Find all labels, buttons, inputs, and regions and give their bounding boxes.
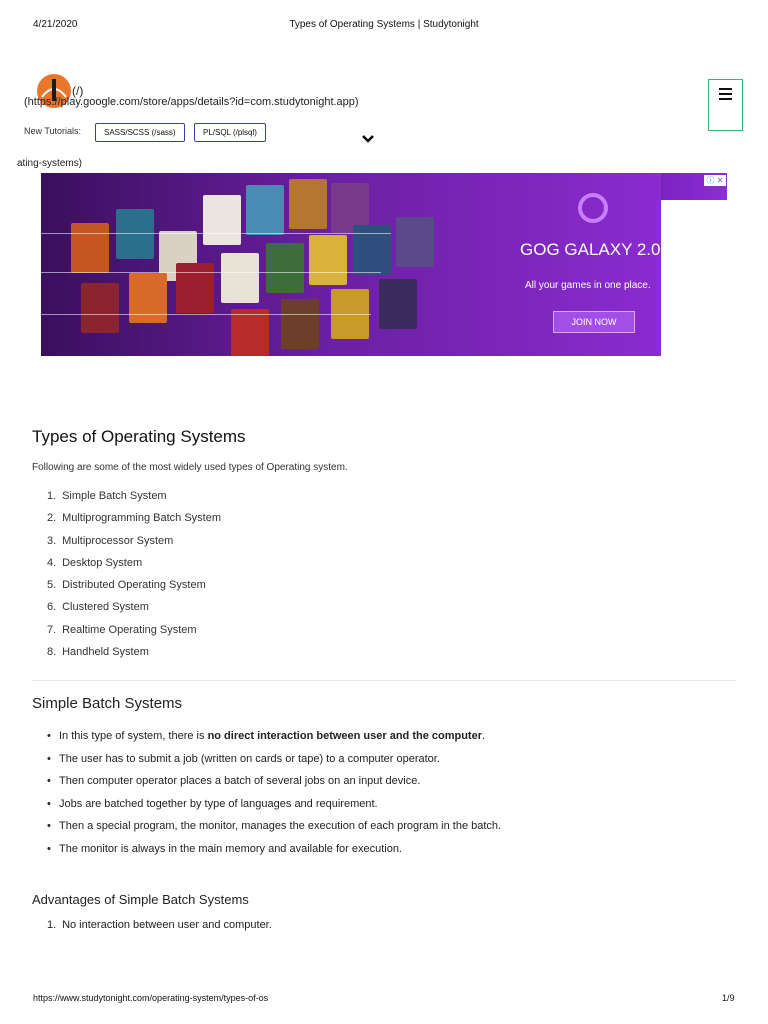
ad-stripe	[41, 233, 391, 234]
new-tutorials-label: New Tutorials:	[24, 126, 82, 136]
list-item: 8. Handheld System	[47, 646, 149, 659]
game-cover	[379, 279, 417, 329]
ad-headline: GOG GALAXY 2.0	[520, 240, 661, 259]
game-cover	[246, 185, 284, 235]
advantages-heading: Advantages of Simple Batch Systems	[32, 892, 249, 907]
tutorial-button-plsql[interactable]: PL/SQL (/plsql)	[194, 123, 266, 142]
simple-batch-bullets	[47, 729, 501, 864]
game-cover	[71, 223, 109, 273]
list-item: • In this type of system, there is no direct interaction between user and the computer.	[47, 730, 486, 742]
list-item: • Then computer operator places a batch of several jobs on an input device.	[47, 775, 421, 787]
list-item: • The monitor is always in the main memory and available for execution.	[47, 842, 402, 855]
list-item: 2. Multiprogramming Batch System	[47, 512, 222, 525]
ad-white-area	[661, 200, 727, 356]
list-item: • Jobs are batched together by type of languages and requirement.	[47, 797, 378, 810]
menu-button[interactable]	[708, 79, 743, 131]
game-cover	[309, 235, 347, 285]
chevron-down-icon[interactable]	[361, 131, 375, 141]
game-cover	[116, 209, 154, 259]
game-cover	[289, 179, 327, 229]
ad-join-now-button[interactable]: JOIN NOW	[553, 311, 635, 333]
hamburger-icon	[719, 88, 732, 103]
print-date: 4/21/2020	[33, 19, 78, 30]
ad-stripe	[41, 272, 381, 273]
truncated-breadcrumb-link[interactable]: ating-systems)	[17, 158, 83, 169]
ad-stripe	[41, 314, 371, 315]
tutorial-button-sass[interactable]: SASS/SCSS (/sass)	[95, 123, 185, 142]
list-item: 6. Clustered System	[47, 601, 149, 614]
print-page-number: 1/9	[722, 993, 735, 1003]
print-footer-url: https://www.studytonight.com/operating-system/types-of-os	[33, 993, 269, 1003]
ad-subtext: All your games in one place.	[525, 280, 651, 291]
list-item: 5. Distributed Operating System	[47, 579, 206, 592]
list-item: • Then a special program, the monitor, manages the execution of each program in the batch.	[47, 820, 502, 832]
os-types-list	[47, 489, 221, 667]
print-title: Types of Operating Systems | Studytonight	[289, 19, 479, 30]
game-cover	[176, 263, 214, 313]
game-cover	[396, 217, 434, 267]
game-cover	[221, 253, 259, 303]
ad-choices-close-icon[interactable]: ⓘ ✕	[704, 175, 726, 186]
advantages-list	[47, 919, 272, 931]
game-cover	[281, 299, 319, 349]
page-title: Types of Operating Systems	[32, 427, 246, 446]
list-item: 4. Desktop System	[47, 556, 143, 569]
game-cover	[129, 273, 167, 323]
list-item: 3. Multiprocessor System	[47, 534, 174, 547]
gog-ring-logo-icon	[578, 193, 608, 223]
list-item: 1. Simple Batch System	[47, 490, 167, 502]
play-store-app-link[interactable]: (https://play.google.com/store/apps/details?id=com.studytonight.app)	[24, 96, 359, 108]
game-cover	[203, 195, 241, 245]
section-heading-simple-batch: Simple Batch Systems	[32, 695, 183, 712]
list-item: 7. Realtime Operating System	[47, 623, 197, 636]
logo-link[interactable]: (/)	[72, 84, 84, 98]
game-cover	[231, 309, 269, 356]
section-divider	[32, 680, 736, 681]
game-cover	[81, 283, 119, 333]
list-item: 1. No interaction between user and computer.	[47, 919, 272, 931]
intro-paragraph: Following are some of the most widely used types of Operating system.	[32, 462, 348, 473]
list-item: • The user has to submit a job (written on cards or tape) to a computer operator.	[47, 752, 440, 765]
game-cover	[266, 243, 304, 293]
